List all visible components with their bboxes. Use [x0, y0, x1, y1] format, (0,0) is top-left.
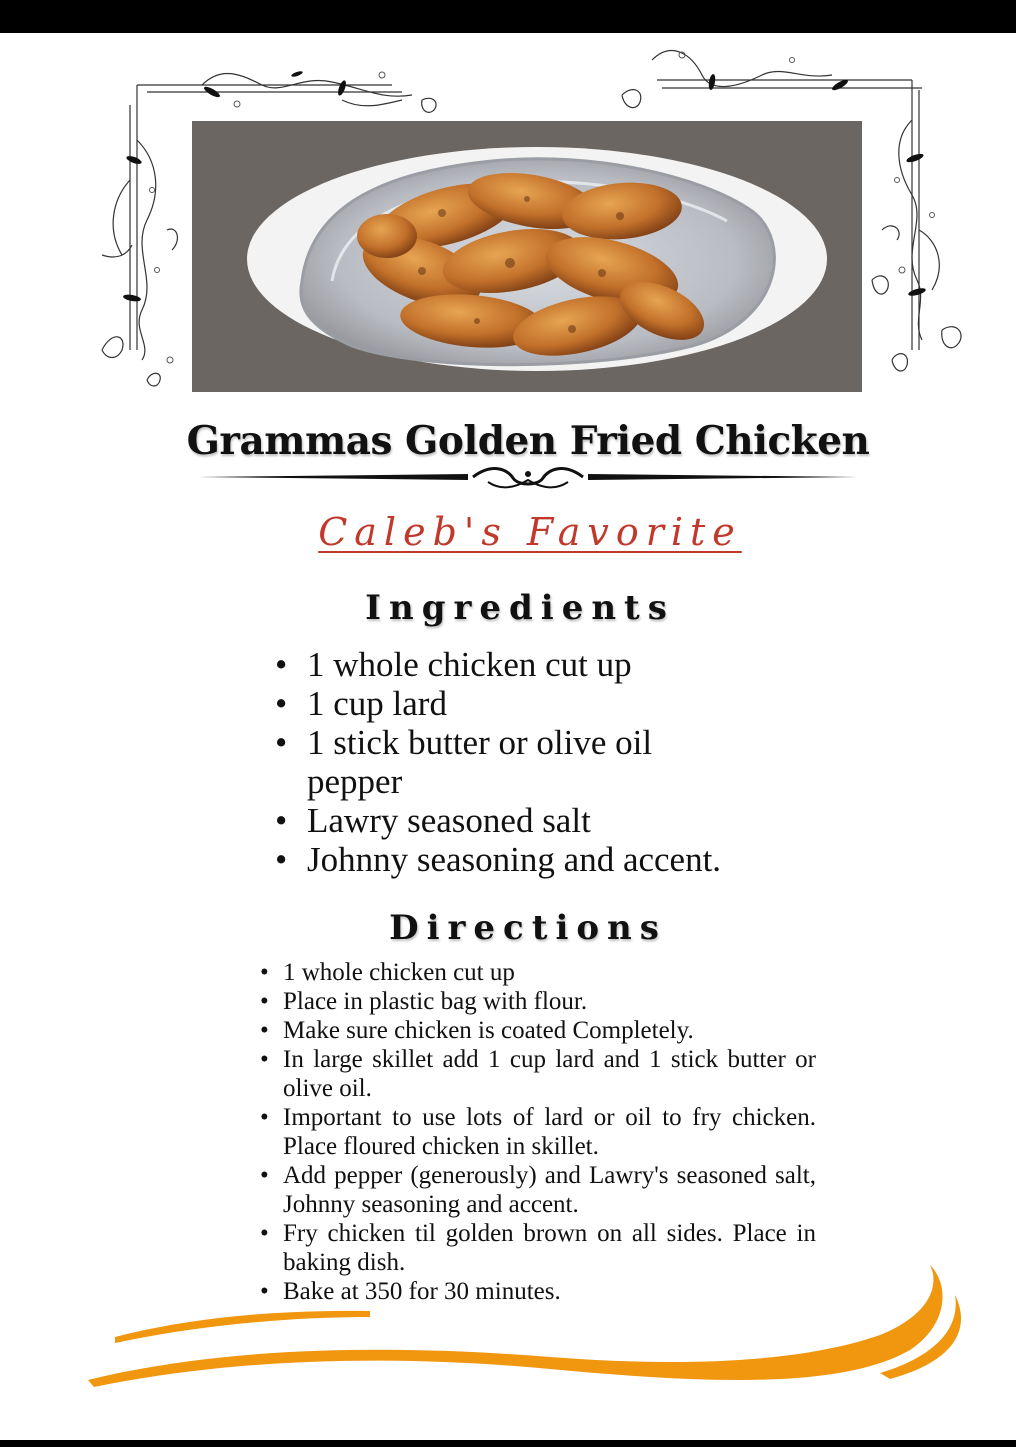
bottom-black-bar: [0, 1440, 1016, 1447]
direction-step: • Fry chicken til golden brown on all sides. Place in baking dish.: [258, 1219, 816, 1277]
directions-list: [258, 958, 816, 1306]
ingredients-list: [275, 645, 835, 879]
direction-step: • In large skillet add 1 cup lard and 1 stick butter or olive oil.: [258, 1045, 816, 1103]
orange-swoosh-icon: [80, 1255, 980, 1399]
ingredient-item: • 1 whole chicken cut up: [275, 645, 835, 684]
ingredient-item: • Lawry seasoned salt: [275, 801, 835, 840]
top-black-bar: [0, 0, 1016, 33]
ingredient-item: • 1 stick butter or olive oil pepper: [275, 723, 727, 801]
direction-step: • Bake at 350 for 30 minutes.: [258, 1277, 816, 1306]
ingredients-heading: Ingredients: [365, 588, 675, 628]
direction-step: • Place in plastic bag with flour.: [258, 987, 816, 1016]
direction-step: • 1 whole chicken cut up: [258, 958, 816, 987]
ingredient-item: • Johnny seasoning and accent.: [275, 840, 835, 879]
direction-step: • Important to use lots of lard or oil to fry chicken. Place floured chicken in skillet.: [258, 1103, 816, 1161]
direction-step: • Make sure chicken is coated Completely.: [258, 1016, 816, 1045]
recipe-subtitle: Caleb's Favorite: [318, 510, 742, 554]
fried-chicken-photo: [192, 121, 862, 392]
directions-heading: Directions: [389, 908, 667, 948]
direction-step: • Add pepper (generously) and Lawry's seasoned salt, Johnny seasoning and accent.: [258, 1161, 816, 1219]
recipe-title: Grammas Golden Fried Chicken: [186, 418, 870, 464]
ornamental-divider-icon: [198, 462, 858, 496]
ingredient-item: • 1 cup lard: [275, 684, 835, 723]
